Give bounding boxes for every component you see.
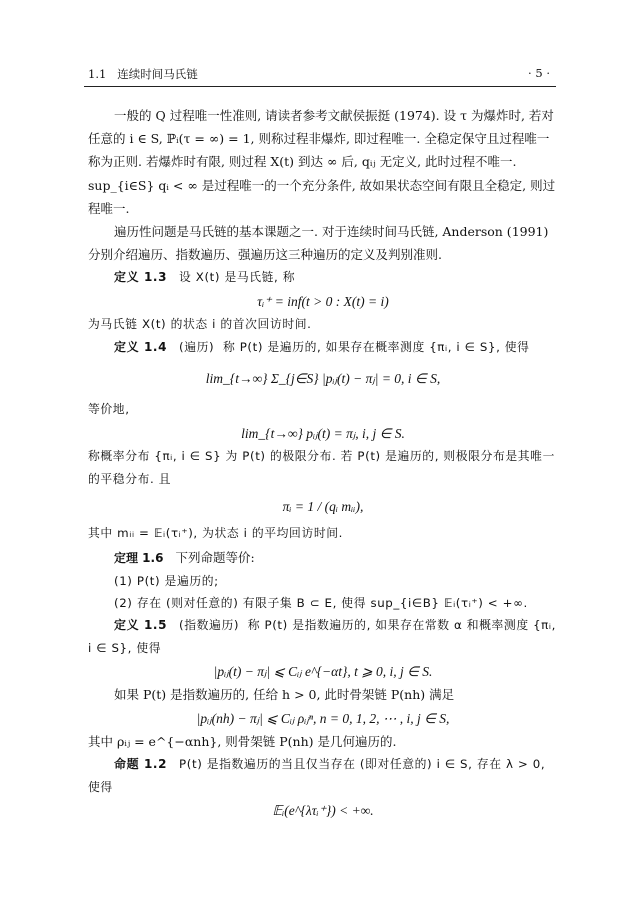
definition-1-4-mean-return: 其中 mᵢᵢ = 𝔼ᵢ(τᵢ⁺), 为状态 i 的平均回访时间. — [88, 526, 343, 541]
formula-first-return-time: τᵢ⁺ = inf(t > 0 : X(t) = i) — [257, 293, 389, 309]
definition-1-4 — [88, 336, 558, 359]
theorem-text: 下列命题等价: — [175, 549, 255, 565]
formula-exponential-ergodic: |pᵢⱼ(t) − πⱼ| ⩽ Cᵢⱼ e^{−αt}, t ⩾ 0, i, j ∈ S. — [213, 664, 433, 680]
paragraph-uniqueness: 一般的 Q 过程唯一性准则, 请读者参考文献侯振挺 (1974). 设 τ 为爆炸时, 若对任意的 i ∈ S, ℙᵢ(τ = ∞) = 1, 则称过程非爆炸, 即过程唯一. 全稳定保守且过程唯一称为正则. 若爆炸时有限, 则过程 X(t) 到达 ∞ 后, qᵢⱼ 无定义, 此时过程不唯一. sup_{i∈S} qᵢ < ∞ 是过程唯一的一个充分条件, 故如果状态空间有限且全稳定, 则过程唯一. — [88, 108, 556, 216]
definition-label: 定义 1.4 — [114, 340, 168, 355]
definition-1-3 — [88, 266, 558, 289]
page-number: · 5 · — [528, 66, 550, 80]
definition-tag: (指数遍历) — [179, 617, 240, 632]
running-header — [84, 66, 552, 84]
formula-stationary-pi: πᵢ = 1 / (qᵢ mᵢᵢ), — [282, 499, 364, 515]
proposition-text: P(t) 是指数遍历的当且仅当存在 (即对任意的) i ∈ S, 存在 λ > 0, 使得 — [88, 757, 546, 795]
definition-text: 称 P(t) 是遍历的, 如果存在概率测度 {πᵢ, i ∈ S}, 使得 — [222, 340, 530, 355]
main-text — [88, 104, 558, 823]
definition-1-3-tail: 为马氏链 X(t) 的状态 i 的首次回访时间. — [88, 316, 312, 331]
formula-skeleton-chain: |pᵢⱼ(nh) − πⱼ| ⩽ Cᵢⱼ ρᵢⱼⁿ, n = 0, 1, 2, ⋯ , i, j ∈ S, — [196, 710, 450, 726]
paragraph-ergodicity-intro: 遍历性问题是马氏链的基本课题之一. 对于连续时间马氏链, Anderson (1991) 分别介绍遍历、指数遍历、强遍历这三种遍历的定义及判别准则. — [88, 224, 549, 263]
theorem-1-6 — [88, 546, 558, 570]
formula-exponential-moment: 𝔼ᵢ(e^{λτᵢ⁺}) < +∞. — [272, 803, 374, 819]
definition-1-4-tail: 称概率分布 {πᵢ, i ∈ S} 为 P(t) 的极限分布. 若 P(t) 是遍历的, 则极限分布是其唯一的平稳分布. 且 — [88, 448, 555, 487]
formula-ergodic-limit: lim_{t→∞} Σ_{j∈S} |pᵢⱼ(t) − πⱼ| = 0, i ∈ S, — [205, 371, 441, 387]
definition-label: 定义 1.5 — [114, 617, 168, 632]
skeleton-chain-text: 如果 P(t) 是指数遍历的, 任给 h > 0, 此时骨架链 P(nh) 满足 — [114, 687, 455, 703]
definition-tag: (遍历) — [179, 340, 215, 355]
definition-text: 设 X(t) 是马氏链, 称 — [179, 270, 296, 285]
proposition-label: 命题 1.2 — [114, 757, 168, 772]
equivalently-text: 等价地, — [88, 402, 130, 417]
theorem-item-2: (2) 存在 (则对任意的) 有限子集 B ⊂ E, 使得 sup_{i∈B} 𝔼ᵢ(τᵢ⁺) < +∞. — [114, 595, 528, 610]
header-rule — [84, 86, 556, 87]
section-title: 1.1 连续时间马氏链 — [88, 67, 198, 81]
definition-1-5 — [88, 614, 558, 660]
theorem-label: 定理 1.6 — [114, 550, 164, 565]
formula-ergodic-limit-pointwise: lim_{t→∞} pᵢⱼ(t) = πⱼ, i, j ∈ S. — [241, 425, 405, 441]
theorem-item-1: (1) P(t) 是遍历的; — [114, 573, 219, 588]
definition-label: 定义 1.3 — [114, 270, 168, 285]
definition-text: 称 P(t) 是指数遍历的, 如果存在常数 α 和概率测度 {πᵢ, i ∈ S}, 使得 — [88, 617, 556, 656]
proposition-1-2 — [88, 753, 558, 799]
geometric-ergodic-text: 其中 ρᵢⱼ = e^{−αnh}, 则骨架链 P(nh) 是几何遍历的. — [88, 733, 397, 749]
